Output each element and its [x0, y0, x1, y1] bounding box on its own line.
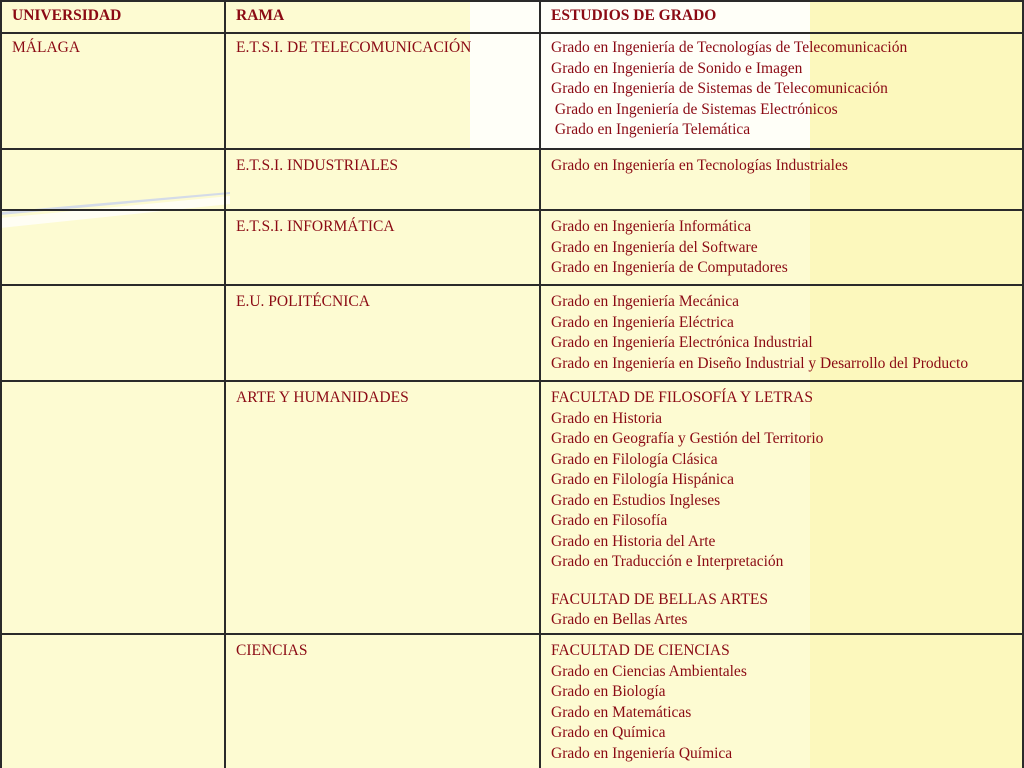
estudio-item: Grado en Ingeniería de Sistemas de Telecomunicación [551, 80, 888, 97]
table-rule [0, 380, 1024, 382]
row-estudios [551, 388, 823, 631]
row-estudios [551, 641, 747, 764]
estudio-item: Grado en Ingeniería de Tecnologías de Telecomunicación [551, 39, 908, 56]
estudio-item: Grado en Traducción e Interpretación [551, 553, 784, 570]
estudio-item: FACULTAD DE BELLAS ARTES [551, 590, 768, 608]
estudio-item: Grado en Ingeniería de Sonido e Imagen [551, 59, 803, 77]
estudio-item: Grado en Ingeniería Informática [551, 218, 752, 235]
estudio-item: Grado en Historia [551, 409, 663, 427]
estudio-item: Grado en Ingeniería de Computadores [551, 259, 788, 276]
estudio-item: Grado en Ingeniería Telemática [551, 121, 751, 138]
table-rule [0, 284, 1024, 286]
table-rule [0, 633, 1024, 635]
estudio-item: Grado en Matemáticas [551, 703, 692, 721]
table-rule [0, 0, 1024, 2]
header-universidad: UNIVERSIDAD [12, 7, 122, 24]
row-rama: CIENCIAS [236, 642, 308, 659]
table-rule [539, 0, 541, 768]
estudio-item: FACULTAD DE FILOSOFÍA Y LETRAS [551, 389, 813, 406]
estudio-item: Grado en Ingeniería en Tecnologías Industriales [551, 157, 848, 174]
table-rule [0, 209, 1024, 211]
estudio-item: Grado en Ciencias Ambientales [551, 662, 747, 680]
row-estudios [551, 292, 968, 374]
table-rule [0, 0, 2, 768]
row-rama: ARTE Y HUMANIDADES [236, 389, 409, 406]
estudio-item: Grado en Ingeniería en Diseño Industrial y Desarrollo del Producto [551, 354, 969, 372]
estudio-item: Grado en Ingeniería Química [551, 744, 733, 762]
estudio-item: Grado en Filosofía [551, 512, 668, 529]
estudio-item: Grado en Estudios Ingleses [551, 491, 721, 509]
estudio-item: Grado en Ingeniería Electrónica Industrial [551, 334, 813, 351]
spacer [551, 573, 823, 590]
estudio-item: Grado en Historia del Arte [551, 532, 716, 550]
row-rama: E.T.S.I. INFORMÁTICA [236, 218, 395, 235]
estudio-item: Grado en Ingeniería del Software [551, 238, 758, 256]
table-rule [224, 0, 226, 768]
table-rule [0, 148, 1024, 150]
estudio-item: Grado en Ingeniería de Sistemas Electrónicos [551, 100, 838, 118]
estudio-item: Grado en Filología Hispánica [551, 471, 734, 488]
row-rama: E.U. POLITÉCNICA [236, 293, 370, 310]
row-universidad: MÁLAGA [12, 39, 81, 56]
estudio-item: Grado en Bellas Artes [551, 611, 688, 628]
estudio-item: Grado en Geografía y Gestión del Territorio [551, 430, 824, 447]
row-rama: E.T.S.I. INDUSTRIALES [236, 157, 399, 174]
row-estudios [551, 156, 848, 177]
row-rama: E.T.S.I. DE TELECOMUNICACIÓN [236, 39, 472, 56]
header-rama: RAMA [236, 7, 285, 24]
estudio-item: Grado en Ingeniería Eléctrica [551, 313, 734, 331]
estudio-item: Grado en Química [551, 724, 666, 741]
estudio-item: FACULTAD DE CIENCIAS [551, 642, 730, 659]
estudio-item: Grado en Ingeniería Mecánica [551, 293, 740, 310]
estudio-item: Grado en Filología Clásica [551, 450, 718, 468]
estudio-item: Grado en Biología [551, 683, 666, 700]
header-estudios: ESTUDIOS DE GRADO [551, 7, 717, 24]
row-estudios [551, 38, 907, 141]
row-estudios [551, 217, 788, 279]
table-rule [0, 32, 1024, 34]
